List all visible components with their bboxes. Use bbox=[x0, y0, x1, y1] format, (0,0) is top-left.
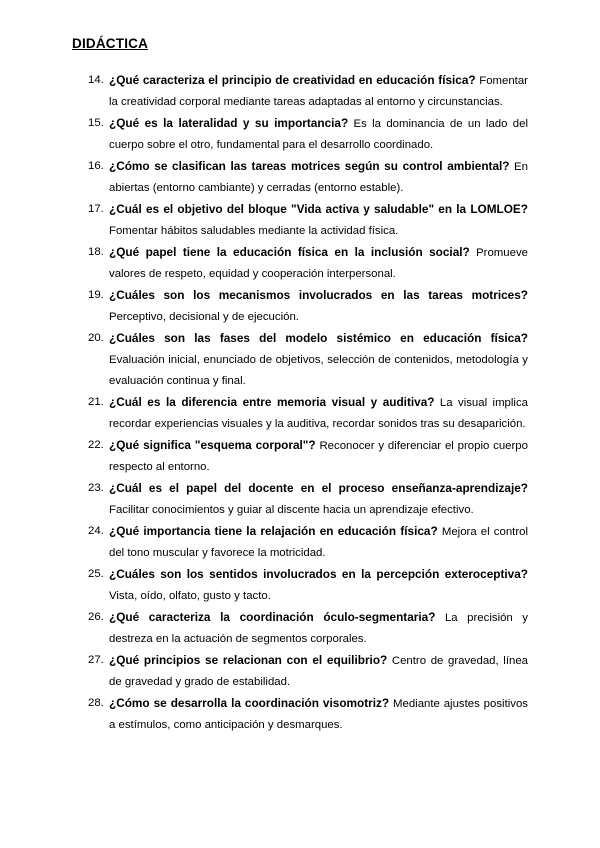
item-answer: Vista, oído, olfato, gusto y tacto. bbox=[109, 590, 271, 602]
item-answer: Perceptivo, decisional y de ejecución. bbox=[109, 311, 299, 323]
item-number: 14. bbox=[88, 74, 104, 86]
item-question: ¿Qué caracteriza el principio de creatividad en educación física? bbox=[109, 73, 476, 87]
item-question: ¿Cuáles son los sentidos involucrados en la percepción exteroceptiva? bbox=[109, 567, 528, 581]
list-item bbox=[88, 156, 528, 199]
item-answer: Mediante ajustes positivos a estímulos, como anticipación y desmarques. bbox=[109, 698, 528, 731]
item-question: ¿Qué papel tiene la educación física en la inclusión social? bbox=[109, 245, 470, 259]
item-question: ¿Cuáles son las fases del modelo sistémico en educación física? bbox=[109, 331, 528, 345]
item-answer: Centro de gravedad, línea de gravedad y grado de estabilidad. bbox=[109, 655, 528, 688]
item-answer: En abiertas (entorno cambiante) y cerradas (entorno estable). bbox=[109, 161, 528, 194]
item-question: ¿Cómo se clasifican las tareas motrices según su control ambiental? bbox=[109, 159, 510, 173]
item-number: 26. bbox=[88, 611, 104, 623]
list-item bbox=[88, 521, 528, 564]
list-item bbox=[88, 113, 528, 156]
list-item bbox=[88, 693, 528, 736]
item-answer: La visual implica recordar experiencias visuales y la auditiva, recordar sonidos tras su desaparición. bbox=[109, 397, 528, 430]
item-number: 25. bbox=[88, 568, 104, 580]
item-number: 24. bbox=[88, 525, 104, 537]
item-answer: La precisión y destreza en la actuación de segmentos corporales. bbox=[109, 612, 528, 645]
list-item bbox=[88, 478, 528, 521]
question-list bbox=[88, 70, 528, 736]
item-question: ¿Qué significa "esquema corporal"? bbox=[109, 438, 316, 452]
item-answer: Es la dominancia de un lado del cuerpo sobre el otro, fundamental para el desarrollo coordinado. bbox=[109, 118, 529, 151]
item-number: 18. bbox=[88, 246, 104, 258]
list-item bbox=[88, 435, 528, 478]
list-item bbox=[88, 607, 528, 650]
list-item bbox=[88, 242, 528, 285]
item-number: 23. bbox=[88, 482, 104, 494]
item-number: 15. bbox=[88, 117, 104, 129]
item-question: ¿Cuál es el objetivo del bloque "Vida activa y saludable" en la LOMLOE? bbox=[109, 202, 528, 216]
item-number: 28. bbox=[88, 697, 104, 709]
item-number: 27. bbox=[88, 654, 104, 666]
item-answer: Reconocer y diferenciar el propio cuerpo respecto al entorno. bbox=[109, 440, 528, 473]
list-item bbox=[88, 199, 528, 242]
item-question: ¿Qué caracteriza la coordinación óculo-segmentaria? bbox=[109, 610, 436, 624]
item-number: 16. bbox=[88, 160, 104, 172]
list-item bbox=[88, 328, 528, 392]
item-number: 20. bbox=[88, 332, 104, 344]
list-item bbox=[88, 650, 528, 693]
item-number: 17. bbox=[88, 203, 104, 215]
item-answer: Facilitar conocimientos y guiar al discente hacia un aprendizaje efectivo. bbox=[109, 504, 474, 516]
item-answer: Fomentar la creatividad corporal mediante tareas adaptadas al entorno y circunstancias. bbox=[109, 75, 528, 108]
item-answer: Promueve valores de respeto, equidad y cooperación interpersonal. bbox=[109, 247, 528, 280]
item-number: 22. bbox=[88, 439, 104, 451]
list-item bbox=[88, 564, 528, 607]
item-number: 19. bbox=[88, 289, 104, 301]
item-question: ¿Qué importancia tiene la relajación en educación física? bbox=[109, 524, 438, 538]
list-item bbox=[88, 70, 528, 113]
item-question: ¿Cuáles son los mecanismos involucrados en las tareas motrices? bbox=[109, 288, 528, 302]
item-answer: Mejora el control del tono muscular y favorece la motricidad. bbox=[109, 526, 528, 559]
list-item bbox=[88, 285, 528, 328]
item-answer: Fomentar hábitos saludables mediante la actividad física. bbox=[109, 225, 399, 237]
page-title: DIDÁCTICA bbox=[72, 36, 149, 51]
item-answer: Evaluación inicial, enunciado de objetivos, selección de contenidos, metodología y evaluación continua y final. bbox=[109, 354, 528, 387]
item-question: ¿Cómo se desarrolla la coordinación visomotriz? bbox=[109, 696, 390, 710]
item-question: ¿Qué principios se relacionan con el equilibrio? bbox=[109, 653, 388, 667]
item-question: ¿Qué es la lateralidad y su importancia? bbox=[109, 116, 349, 130]
item-number: 21. bbox=[88, 396, 104, 408]
item-question: ¿Cuál es la diferencia entre memoria visual y auditiva? bbox=[109, 395, 435, 409]
item-question: ¿Cuál es el papel del docente en el proceso enseñanza-aprendizaje? bbox=[109, 481, 528, 495]
list-item bbox=[88, 392, 528, 435]
